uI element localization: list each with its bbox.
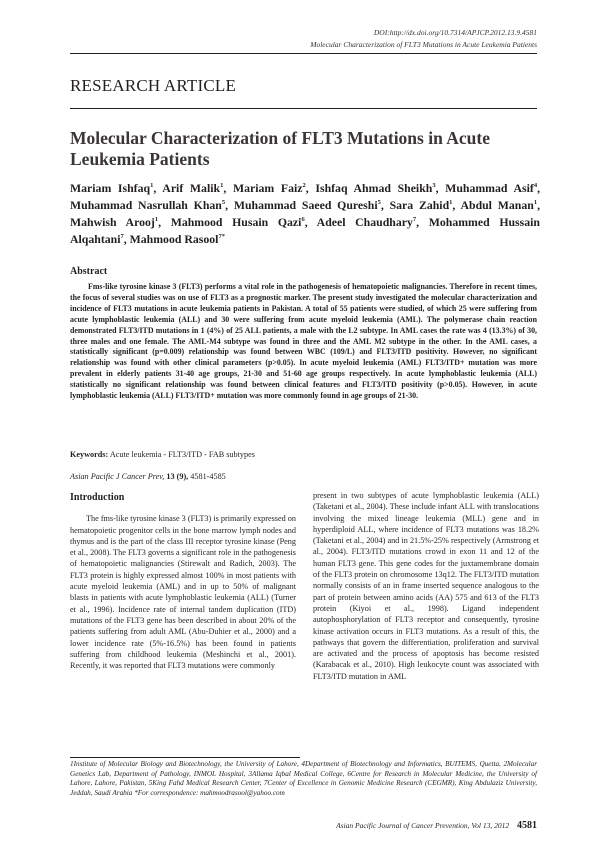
author-affiliation-mark: 1	[449, 199, 453, 207]
author-name: Arif Malik	[162, 181, 221, 195]
citation	[70, 472, 226, 481]
author-name: Mariam Ishfaq	[70, 181, 151, 195]
citation-journal: Asian Pacific J Cancer Prev,	[70, 472, 165, 481]
header-rule	[70, 53, 537, 54]
page-footer	[336, 820, 537, 831]
author-affiliation-mark: 7	[120, 233, 124, 241]
author-name: Abdul Manan	[460, 198, 534, 212]
keywords	[70, 450, 255, 459]
introduction-paragraph-left: The fms-like tyrosine kinase 3 (FLT3) is primarily expressed on hematopoietic progenitor cells in the bone marrow lymph nodes and thymus and is the part of the class III receptor tyrosine kinase (Peng et al., 2008). The FLT3 governs a significant role in the pathogenesis of hematopoietic malignancies (Stirewalt and Radich, 2003). The FLT3 protein is highly expressed almost 100% in most patients with acute myeloid leukemia (AML) and in up to 50% of malignant blasts in patients with acute lymphoblastic leukemia (ALL) (Turner et al., 1996). Incidence rate of internal tandem duplication (ITD) mutations of the FLT3 gene has been described in about 20% of the patients suffering from adult AML (Abu-Duhier et al., 2000) and a lower incidence rate (5%-16.5%) has been found in patients suffering from childhood leukemia (Meshinchi et al., 2001). Recently, it was reported that FLT3 mutations were commonly	[70, 514, 296, 671]
introduction-left-column	[70, 492, 296, 671]
author-list: Mariam Ishfaq$^1$, Arif Malik$^1$, Mariam Faiz$^2$, Ishfaq Ahmad Sheikh$^3$, Muhammad Asif$^4$, Muhammad Nasrullah Khan$^5$, Muhammad Saeed Qureshi$^5$, Sara Zahid$^1$, Abdul Manan$^1$, Mahwish Arooj$^1$, Mahmood Husain Qazi$^6$, Adeel Chaudhary$^7$, Mohammed Hussain Alqahtani$^7$, Mahmood Rasool$^{7*}$	[70, 181, 541, 246]
author-name: Mahmood Husain Qazi	[170, 215, 302, 229]
author-name: Mariam Faiz	[232, 181, 303, 195]
author-affiliation-mark: 1	[533, 199, 538, 207]
footer-journal: Asian Pacific Journal of Cancer Prevention, Vol 13, 2012	[336, 821, 510, 830]
citation-pages: 4581-4585	[190, 472, 226, 481]
author-name: Adeel Chaudhary	[316, 215, 413, 229]
author-name: Mahwish Arooj	[70, 215, 155, 229]
author-name: Muhammad Saeed Qureshi	[233, 198, 378, 212]
author-affiliation-mark: 4	[533, 182, 538, 190]
author-affiliation-mark: 5	[377, 199, 381, 207]
author-name: Mohammed Hussain Alqahtani	[70, 215, 540, 246]
running-title: Molecular Characterization of FLT3 Mutations in Acute Leukemia Patients	[310, 40, 537, 49]
author-affiliation-mark: 5	[221, 199, 226, 207]
author-name: Ishfaq Ahmad Sheikh	[315, 181, 433, 195]
author-name: Muhammad Asif	[445, 181, 534, 195]
author-affiliation-mark: 1	[150, 182, 154, 190]
author-name: Mahmood Rasool	[129, 232, 219, 246]
author-affiliation-mark: 2	[302, 182, 306, 190]
doi-header[interactable]: DOI:http://dx.doi.org/10.7314/APJCP.2012.13.9.4581	[373, 28, 537, 37]
abstract-text: Fms-like tyrosine kinase 3 (FLT3) performs a vital role in the pathogenesis of hematopoietic malignancies. Therefore in recent times, the focus of several studies was on use of FLT3 as a prognostic marker. The present study investigated the molecular characterization and incidence of FLT3 mutations in acute leukemia patients in Pakistan. A total of 55 patients were studied, of which 25 were suffering from acute lymphoblastic leukemia (ALL) and 30 were suffering from acute myeloid leukemia (AML). The polymerase chain reaction demonstrated FLT3/ITD mutations in 1 (4%) of 25 ALL patients, a male with the L2 subtype. In AML cases the rate was 4 (13.3%) of 30, three males and one female. The AML-M4 subtype was found in three and the AML M2 subtype in the other. In the AML cases, a statistically significant (p=0.009) relationship was found between WBC (109/L) and FLT3/ITD positivity. However, no significant relationship was found with other clinical parameters (p>0.05). In acute myeloid leukemia (AML) FLT3/ITD+ mutation was more prevalent in elderly patients 31-40 age groups, 21-30 and 51-60 age groups respectively. In acute lymphoblastic leukemia (ALL) statistically no significant relationship was found between clinical features and FLT3/ITD positivity (p>0.05). However, in acute lymphoblastic leukemia (ALL) FLT3/ITD+ mutation was more commonly found in age groups of 21-30.	[70, 282, 537, 401]
citation-volume: 13 (9),	[166, 472, 189, 481]
affiliations-footnote: 1Institute of Molecular Biology and Biotechnology, the University of Lahore, 4Department of Biotechnology and Informatics, BUITEMS, Quetta, 2Molecular Genetics Lab, Department of Pathology, INMOL Hospital, 3Allama Iqbal Medical College, 6Centre for Research in Molecular Medicine, the University of Lahore, Lahore, Pakistan, 5King Fahd Medical Research Center, 7Center of Excellence in Genomic Medicine Research (CEGMR), King Abdulaziz University, Jeddah, Saudi Arabia *For correspondence: mahmoodrasool@yahoo.com	[70, 760, 537, 797]
author-affiliation-mark: 3	[432, 182, 436, 190]
author-affiliation-mark: 7*	[218, 233, 225, 241]
introduction-right-column	[313, 490, 539, 682]
author-affiliation-mark: 1	[220, 182, 224, 190]
keywords-label: Keywords:	[70, 450, 109, 459]
abstract-heading: Abstract	[70, 266, 108, 277]
article-title: Molecular Characterization of FLT3 Mutations in Acute Leukemia Patients	[70, 128, 490, 169]
title-rule	[70, 108, 537, 109]
footnote-rule	[70, 757, 300, 758]
author-name: Muhammad Nasrullah Khan	[70, 198, 222, 212]
page-number: 4581	[517, 820, 537, 831]
keywords-text: Acute leukemia - FLT3/ITD - FAB subtypes	[109, 450, 255, 459]
author-affiliation-mark: 1	[154, 216, 159, 224]
introduction-heading: Introduction	[70, 492, 125, 503]
article-type-label: RESEARCH ARTICLE	[70, 76, 237, 95]
author-name: Sara Zahid	[389, 198, 450, 212]
author-affiliation-mark: 6	[301, 216, 305, 224]
introduction-paragraph-right: present in two subtypes of acute lymphoblastic leukemia (ALL) (Taketani et al., 2004). These include infant ALL with translocations involving the mixed lineage leukemia (MLL) gene and in hyperdiploid ALL, where incidence of FLT3 mutations was 18.2% (Taketani et al., 2004) and in 21.5%-25% respectively (Armstrong et al., 2004). FLT3/ITD mutations crowd in exon 11 and 12 of the human FLT3 gene. This gene codes for the juxtamembrane domain of the FLT3 protein on chromosome 13q12. The FLT3/ITD mutation normally consists of an in frame inserted sequence analogous to the part of protein between amino acids (AA) 575 and 613 of the FLT3 protein (Kiyoi et al., 1998). Ligand independent autophosphorylation of FLT3 receptor and consequently, tyrosine kinase activation occurs in FLT3 mutations. As a result of this, the pathways that govern the differentiation, proliferation and survival are activated and the process of apoptosis has become resisted (Karabacak et al., 2010). High leukocyte count was associated with FLT3/ITD mutation in AML	[313, 491, 539, 681]
author-affiliation-mark: 7	[412, 216, 417, 224]
